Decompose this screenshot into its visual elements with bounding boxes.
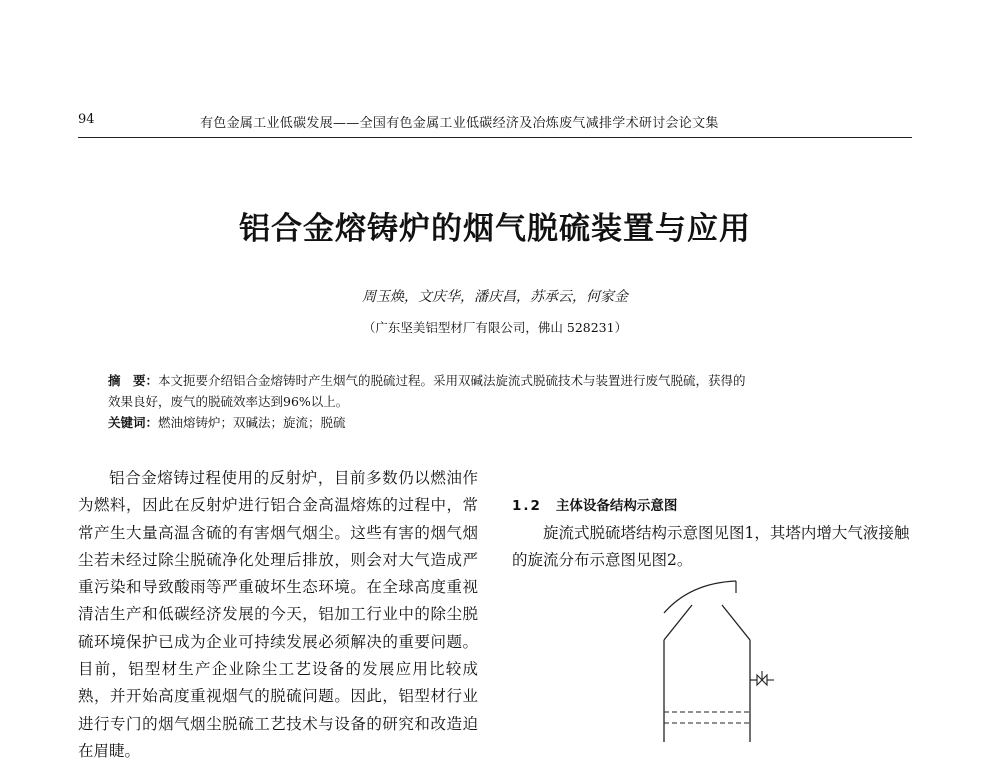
section-title: 主体设备结构示意图 <box>555 498 678 514</box>
paper-title: 铝合金熔铸炉的烟气脱硫装置与应用 <box>239 211 751 247</box>
authors: 周玉焕，文庆华，潘庆昌，苏承云，何家金 <box>362 289 628 305</box>
abstract-label: 摘 要： <box>108 373 159 388</box>
abstract-text-line1: 本文扼要介绍铝合金熔铸时产生烟气的脱硫过程。采用双碱法旋流式脱硫技术与装置进行废气脱硫，获得的 <box>158 373 746 388</box>
section-paragraph: 旋流式脱硫塔结构示意图见图1，其塔内增大气液接触的旋流分布示意图见图2。 <box>512 524 910 569</box>
header-rule <box>78 137 912 138</box>
keywords-label: 关键词： <box>108 415 159 430</box>
keywords-line <box>108 412 898 433</box>
section-heading <box>512 494 677 514</box>
abstract-block <box>108 370 898 433</box>
body-paragraph: 铝合金熔铸过程使用的反射炉，目前多数仍以燃油作为燃料，因此在反射炉进行铝合金高温熔炼的过程中，常常产生大量高温含硫的有害烟气烟尘。这些有害的烟气烟尘若未经过除尘脱硫净化处理后排放，则会对大气造成严重污染和导致酸雨等严重破坏生态环境。在全球高度重视清洁生产和低碳经济发展的今天，铝加工行业中的除尘脱硫环境保护已成为企业可持续发展必须解决的重要问题。目前，铝型材生产企业除尘工艺设备的发展应用比较成熟，并开始高度重视烟气的脱硫问题。因此，铝型材行业进行专门的烟气烟尘脱硫工艺技术与设备的研究和改造迫在眉睫。 <box>78 469 478 760</box>
abstract-text-line2: 效果良好，废气的脱硫效率达到96%以上。 <box>108 394 349 409</box>
tower-right-shoulder <box>722 605 750 640</box>
running-title: 有色金属工业低碳发展——全国有色金属工业低碳经济及冶炼废气减排学术研讨会论文集 <box>200 116 719 131</box>
tower-left-shoulder <box>664 605 692 640</box>
keywords-text: 燃油熔铸炉；双碱法；旋流；脱硫 <box>158 415 346 430</box>
page-number: 94 <box>78 112 95 127</box>
body-right-column <box>512 520 912 574</box>
desulfurization-tower-figure <box>640 575 820 742</box>
affiliation: （广东坚美铝型材厂有限公司，佛山 528231） <box>362 320 628 335</box>
body-left-column <box>78 465 478 765</box>
section-number: 1.2 <box>512 498 542 514</box>
abstract-first-line <box>108 370 898 391</box>
